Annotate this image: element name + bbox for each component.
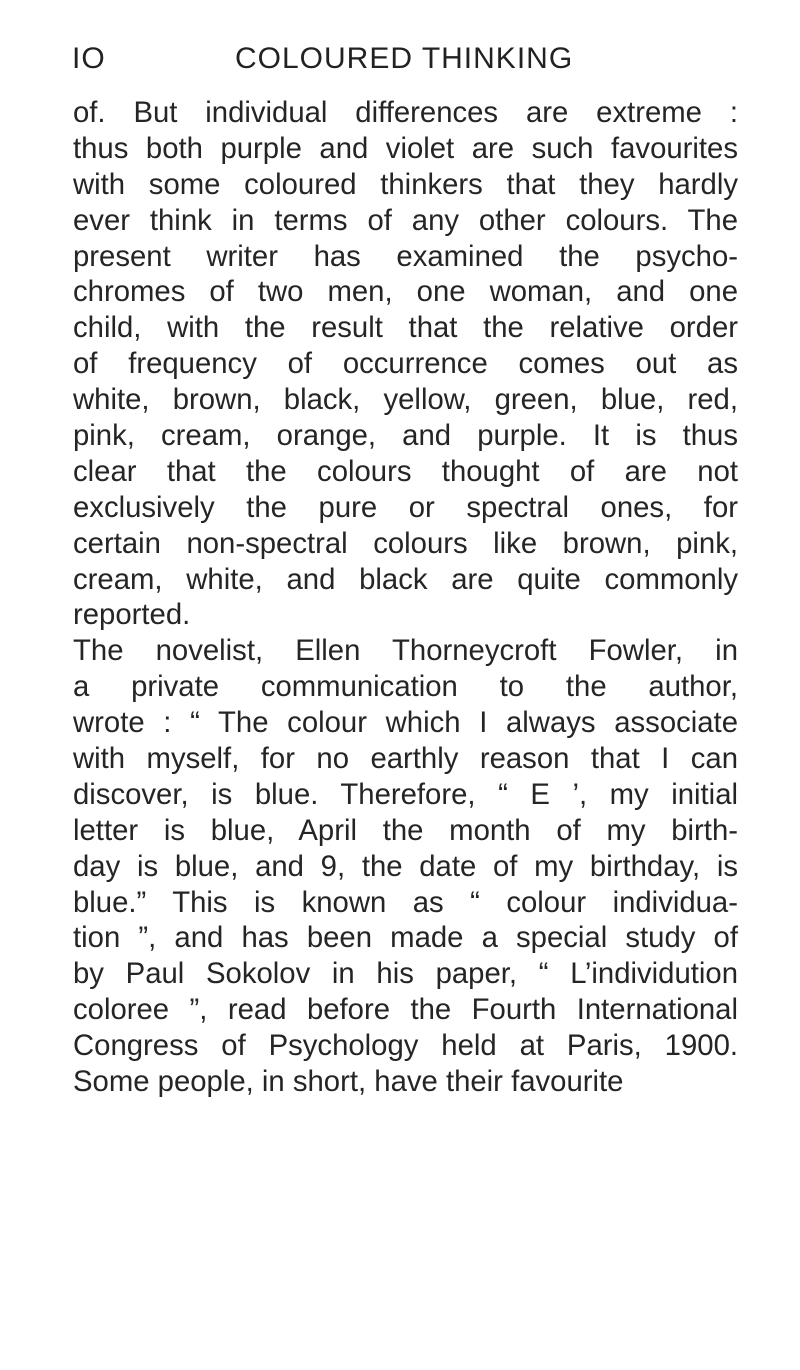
- text-line-21: letter is blue, April the month of my birth-: [73, 813, 738, 847]
- body-text: [73, 95, 738, 1100]
- text-line-12: exclusively the pure or spectral ones, for: [73, 490, 738, 524]
- text-line-11: clear that the colours thought of are not: [73, 454, 738, 488]
- text-line-25: by Paul Sokolov in his paper, “ L’individution: [73, 957, 738, 991]
- text-line-2: thus both purple and violet are such favourites: [73, 131, 738, 165]
- text-line-22: day is blue, and 9, the date of my birthday, is: [73, 849, 738, 883]
- text-line-26: coloree ”, read before the Fourth International: [73, 993, 738, 1027]
- text-line-10: pink, cream, orange, and purple. It is thus: [73, 419, 738, 453]
- text-line-24: tion ”, and has been made a special study of: [73, 921, 738, 955]
- text-line-3: with some coloured thinkers that they hardly: [73, 167, 738, 201]
- page-header: [72, 42, 592, 82]
- text-line-4: ever think in terms of any other colours. The: [73, 203, 738, 237]
- text-line-14: cream, white, and black are quite commonly: [73, 562, 738, 596]
- text-line-17: a private communication to the author,: [73, 670, 738, 704]
- text-line-27: Congress of Psychology held at Paris, 1900.: [73, 1029, 738, 1063]
- text-line-19: with myself, for no earthly reason that I can: [73, 742, 738, 776]
- text-line-8: of frequency of occurrence comes out as: [73, 347, 738, 381]
- text-line-20: discover, is blue. Therefore, “ E ’, my initial: [73, 777, 738, 811]
- text-line-5: present writer has examined the psycho-: [73, 239, 738, 273]
- text-line-18: wrote : “ The colour which I always associate: [73, 706, 738, 740]
- text-line-15: reported.: [73, 598, 191, 632]
- text-line-7: child, with the result that the relative order: [73, 311, 738, 345]
- running-title: COLOURED THINKING: [235, 42, 574, 75]
- text-line-16: The novelist, Ellen Thorneycroft Fowler, in: [73, 634, 738, 668]
- text-line-13: certain non-spectral colours like brown, pink,: [73, 526, 738, 560]
- text-line-23: blue.” This is known as “ colour individua-: [73, 885, 738, 919]
- text-line-9: white, brown, black, yellow, green, blue, red,: [73, 383, 738, 417]
- text-line-1: of. But individual differences are extreme :: [73, 96, 738, 129]
- text-line-6: chromes of two men, one woman, and one: [73, 275, 738, 309]
- page-number: IO: [72, 42, 106, 75]
- text-line-28: Some people, in short, have their favourite: [73, 1065, 624, 1099]
